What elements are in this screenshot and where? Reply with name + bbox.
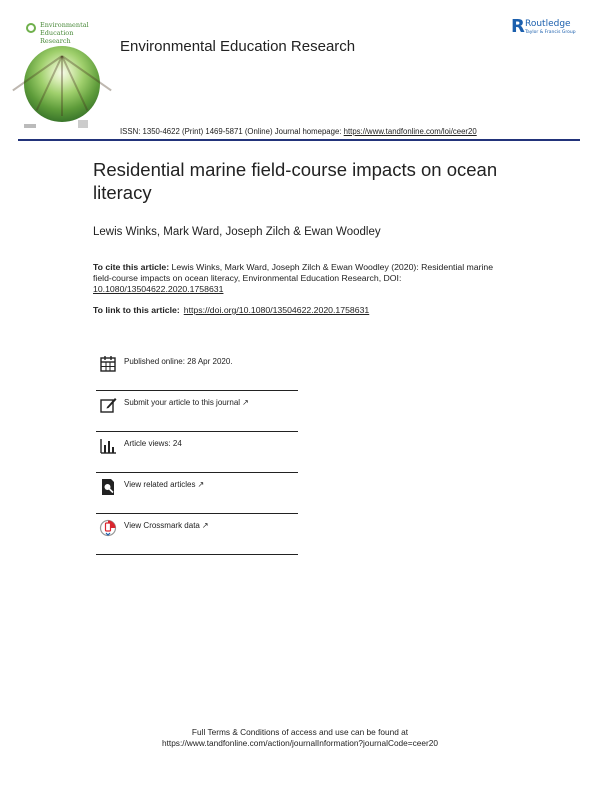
cover-brand [22, 20, 104, 45]
crossmark-label[interactable]: View Crossmark data [124, 521, 200, 530]
crossmark-icon [99, 519, 117, 537]
views-label: Article views: 24 [124, 439, 182, 448]
cover-small-mark-left [24, 124, 36, 128]
header-rule [18, 139, 580, 141]
edit-icon [99, 396, 117, 414]
link-label: To link to this article: [93, 305, 180, 315]
article-info-list [96, 350, 298, 555]
publisher-logo [511, 17, 591, 41]
info-published [96, 350, 298, 391]
info-submit[interactable] [96, 391, 298, 432]
external-link-icon: ↗ [201, 521, 209, 530]
cover-forest-image [24, 46, 100, 122]
info-related[interactable] [96, 473, 298, 514]
cite-label: To cite this article: [93, 262, 170, 272]
external-link-icon: ↗ [197, 480, 205, 489]
publisher-tagline: Taylor & Francis Group [525, 30, 576, 35]
journal-title: Environmental Education Research [120, 38, 356, 55]
cover-small-mark-right [78, 120, 88, 128]
footer-line1: Full Terms & Conditions of access and use can be found at [191, 727, 409, 737]
journal-cover [22, 20, 104, 132]
routledge-r-icon: R [511, 16, 525, 37]
article-authors: Lewis Winks, Mark Ward, Joseph Zilch & Ewan Woodley [93, 226, 381, 238]
cite-doi-link[interactable]: 10.1080/13504622.2020.1758631 [93, 284, 224, 294]
citation-block [93, 262, 513, 295]
article-link-line [93, 305, 369, 315]
issn-line [120, 127, 477, 136]
cite-text: Lewis Winks, Mark Ward, Joseph Zilch & Ewan Woodley (2020): Residential marine field-course impacts on ocean literacy, Environmental Education Research, DOI: [93, 262, 494, 283]
info-views [96, 432, 298, 473]
journal-homepage-link[interactable]: https://www.tandfonline.com/loi/ceer20 [343, 127, 477, 136]
search-doc-icon [99, 478, 117, 496]
bar-chart-icon [99, 437, 117, 455]
issn-text: ISSN: 1350-4622 (Print) 1469-5871 (Online) Journal homepage: [120, 127, 344, 136]
published-label: Published online: 28 Apr 2020. [124, 357, 233, 366]
cover-brand-line1: Environmental [40, 21, 89, 29]
submit-label[interactable]: Submit your article to this journal [124, 398, 241, 407]
info-crossmark[interactable] [96, 514, 298, 555]
article-doi-link[interactable]: https://doi.org/10.1080/13504622.2020.1758631 [183, 305, 370, 315]
footer-terms-link[interactable]: https://www.tandfonline.com/action/journalInformation?journalCode=ceer20 [161, 738, 439, 748]
related-label[interactable]: View related articles [124, 480, 196, 489]
publisher-name: Routledge [525, 19, 571, 29]
brand-mark-icon [26, 23, 36, 33]
calendar-icon [99, 355, 117, 373]
article-title: Residential marine field-course impacts on ocean literacy [93, 159, 498, 203]
external-link-icon: ↗ [242, 398, 249, 407]
cover-brand-line2: Education Research [40, 29, 74, 45]
footer [0, 727, 600, 749]
